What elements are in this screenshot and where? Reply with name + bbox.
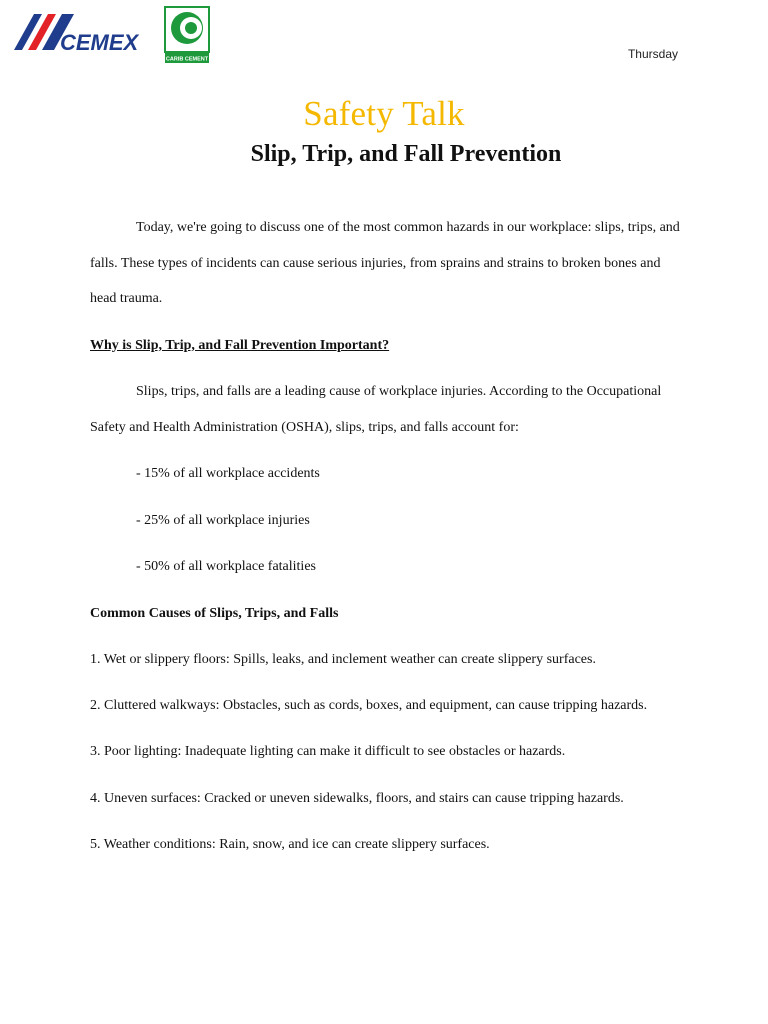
cause-item: 4. Uneven surfaces: Cracked or uneven sidewalks, floors, and stairs can cause tripping hazards. xyxy=(90,790,624,806)
carib-cement-logo xyxy=(164,6,210,64)
stat-item: - 15% of all workplace accidents xyxy=(136,466,320,481)
carib-cement-label: CARIB CEMENT xyxy=(165,56,209,63)
cemex-logo xyxy=(14,10,162,54)
cause-item: 2. Cluttered walkways: Obstacles, such as cords, boxes, and equipment, can cause tripping hazards. xyxy=(90,697,648,713)
cemex-wordmark: CEMEX xyxy=(60,30,139,54)
stat-item: - 25% of all workplace injuries xyxy=(136,512,310,528)
stat-item: - 50% of all workplace fatalities xyxy=(136,559,316,574)
document-body xyxy=(90,210,680,863)
section-heading-causes: Common Causes of Slips, Trips, and Falls xyxy=(90,605,339,621)
cause-item: 3. Poor lighting: Inadequate lighting can make it difficult to see obstacles or hazards. xyxy=(90,744,566,759)
intro-paragraph: Today, we're going to discuss one of the most common hazards in our workplace: slips, trips, and falls. These types of incidents can cause serious injuries, from sprains and strains to broken bones and head trauma. xyxy=(90,220,680,306)
cause-item: 1. Wet or slippery floors: Spills, leaks, and inclement weather can create slippery surfaces. xyxy=(90,652,596,667)
page-title: Safety Talk xyxy=(303,94,465,133)
logo-area xyxy=(14,6,214,64)
importance-paragraph: Slips, trips, and falls are a leading cause of workplace injuries. According to the Occupational Safety and Health Administration (OSHA), slips, trips, and falls account for: xyxy=(90,384,662,435)
section-heading-importance: Why is Slip, Trip, and Fall Prevention Important? xyxy=(90,337,390,353)
header-day: Thursday xyxy=(627,47,678,61)
page-subtitle: Slip, Trip, and Fall Prevention xyxy=(250,141,562,167)
cause-item: 5. Weather conditions: Rain, snow, and ice can create slippery surfaces. xyxy=(90,837,490,852)
